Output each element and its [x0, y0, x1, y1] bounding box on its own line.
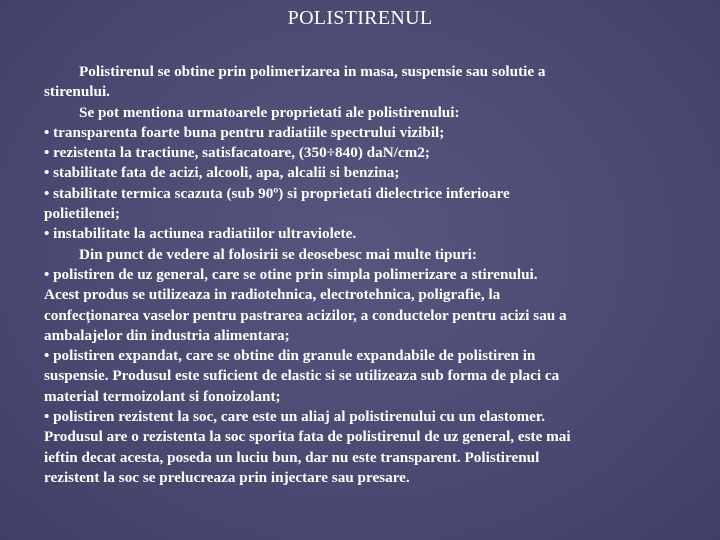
bullet-line: • instabilitate la actiunea radiatiilor ultraviolete.	[44, 225, 357, 243]
paragraph-line: confecționarea vaselor pentru pastrarea acizilor, a conductelor pentru acizi sau a	[44, 306, 567, 324]
paragraph-line: ieftin decat acesta, poseda un luciu bun, dar nu este transparent. Polistirenul	[44, 448, 540, 466]
bullet-line: • polistiren expandat, care se obtine din granule expandabile de polistiren in	[44, 347, 536, 365]
slide-title: POLISTIRENUL	[287, 7, 433, 29]
paragraph-line: Polistirenul se obtine prin polimerizarea in masa, suspensie sau solutie a	[79, 63, 546, 80]
paragraph-line: ambalajelor din industria alimentara;	[44, 326, 290, 344]
bullet-line: • stabilitate fata de acizi, alcooli, apa, alcalii si benzina;	[44, 164, 400, 182]
bullet-line: • rezistenta la tractiune, satisfacatoare, (350÷840) daN/cm2;	[44, 144, 430, 162]
paragraph-line: Se pot mentiona urmatoarele proprietati ale polistirenului:	[79, 103, 460, 121]
bullet-line: • stabilitate termica scazuta (sub 90º) si proprietati dielectrice inferioare	[44, 184, 510, 202]
bullet-line: • polistiren rezistent la soc, care este un aliaj al polistirenului cu un elastomer.	[44, 408, 546, 426]
paragraph-line: suspensie. Produsul este suficient de elastic si se utilizeaza sub forma de placi ca	[44, 367, 560, 385]
bullet-line: • polistiren de uz general, care se otine prin simpla polimerizare a stirenului.	[44, 265, 538, 283]
paragraph-line: stirenului.	[44, 83, 110, 101]
paragraph-line: material termoizolant si fonoizolant;	[44, 387, 281, 405]
bullet-line: • transparenta foarte buna pentru radiatiile spectrului vizibil;	[44, 123, 445, 141]
paragraph-line: polietilenei;	[44, 205, 120, 223]
paragraph-line: rezistent la soc se prelucreaza prin injectare sau presare.	[44, 468, 410, 486]
paragraph-line: Acest produs se utilizeaza in radiotehnica, electrotehnica, poligrafie, la	[44, 286, 501, 304]
paragraph-line: Din punct de vedere al folosirii se deosebesc mai multe tipuri:	[79, 245, 477, 263]
slide-body	[44, 62, 674, 488]
paragraph-line: Produsul are o rezistenta la soc sporita fata de polistirenul de uz general, este mai	[44, 428, 571, 446]
